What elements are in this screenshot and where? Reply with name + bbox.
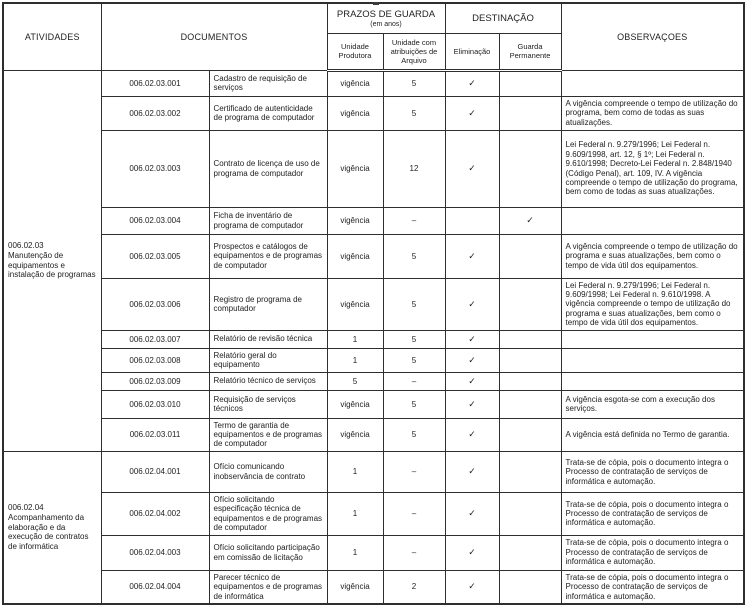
observacoes-cell: A vigência está definida no Termo de garantia.: [561, 418, 744, 451]
table-row: [3, 390, 744, 418]
doc-name-cell: Parecer técnico de equipamentos e de programas de informática: [209, 570, 327, 604]
observacoes-cell: Trata-se de cópia, pois o documento integra o Processo de contratação de serviços de informática e automação.: [561, 451, 744, 492]
doc-code-cell: 006.02.04.002: [101, 492, 209, 535]
guarda-permanente-cell: [499, 570, 561, 604]
prazo-produtora-cell: 1: [327, 330, 383, 348]
doc-name-cell: Relatório técnico de serviços: [209, 372, 327, 390]
table-row: [3, 492, 744, 535]
prazo-arquivo-cell: 2: [383, 570, 445, 604]
table-row: [3, 570, 744, 604]
table-row: [3, 278, 744, 330]
prazo-produtora-cell: vigência: [327, 130, 383, 207]
guarda-permanente-cell: ✓: [499, 207, 561, 234]
activity-cell: [3, 70, 101, 451]
eliminacao-cell: [445, 207, 499, 234]
observacoes-cell: [561, 348, 744, 372]
guarda-permanente-cell: [499, 492, 561, 535]
eliminacao-cell: ✓: [445, 535, 499, 570]
prazo-produtora-cell: vigência: [327, 570, 383, 604]
col-header-unidade-produtora: Unidade Produtora: [327, 33, 383, 70]
doc-code-cell: 006.02.03.010: [101, 390, 209, 418]
activity-label: Manutenção de equipamentos e instalação de programas: [8, 250, 96, 280]
observacoes-cell: [561, 70, 744, 96]
prazo-arquivo-cell: –: [383, 207, 445, 234]
prazo-produtora-cell: vigência: [327, 278, 383, 330]
guarda-permanente-cell: [499, 130, 561, 207]
doc-code-cell: 006.02.04.001: [101, 451, 209, 492]
prazo-arquivo-cell: 5: [383, 70, 445, 96]
prazo-arquivo-cell: –: [383, 492, 445, 535]
prazo-arquivo-cell: 5: [383, 418, 445, 451]
doc-code-cell: 006.02.03.002: [101, 96, 209, 130]
doc-name-cell: Certificado de autenticidade de programa de computador: [209, 96, 327, 130]
guarda-permanente-cell: [499, 96, 561, 130]
doc-name-cell: Ofício solicitando participação em comissão de licitação: [209, 535, 327, 570]
prazo-arquivo-cell: 5: [383, 278, 445, 330]
prazo-arquivo-cell: –: [383, 451, 445, 492]
table-row: [3, 372, 744, 390]
guarda-permanente-cell: [499, 330, 561, 348]
activity-label: Acompanhamento da elaboração e da execução de contratos de informática: [8, 512, 89, 552]
temporality-table: [2, 2, 745, 605]
doc-code-cell: 006.02.04.003: [101, 535, 209, 570]
prazo-arquivo-cell: –: [383, 535, 445, 570]
prazo-arquivo-cell: 5: [383, 390, 445, 418]
doc-name-cell: Prospectos e catálogos de equipamentos e de programas de computador: [209, 234, 327, 278]
observacoes-cell: [561, 207, 744, 234]
col-header-documentos: DOCUMENTOS: [101, 3, 327, 70]
eliminacao-cell: ✓: [445, 130, 499, 207]
eliminacao-cell: ✓: [445, 418, 499, 451]
prazo-produtora-cell: 1: [327, 535, 383, 570]
doc-name-cell: Ofício solicitando especificação técnica de equipamentos e de programas de computador: [209, 492, 327, 535]
doc-name-cell: Relatório geral do equipamento: [209, 348, 327, 372]
table-row: [3, 96, 744, 130]
eliminacao-cell: ✓: [445, 570, 499, 604]
col-header-guarda-permanente: Guarda Permanente: [499, 33, 561, 70]
doc-code-cell: 006.02.03.005: [101, 234, 209, 278]
activity-cell: [3, 451, 101, 604]
table-row: [3, 451, 744, 492]
doc-name-cell: Relatório de revisão técnica: [209, 330, 327, 348]
prazo-arquivo-cell: 5: [383, 348, 445, 372]
table-row: [3, 70, 744, 96]
prazos-title: PRAZOS DE GUARDA: [336, 8, 436, 20]
doc-name-cell: Contrato de licença de uso de programa de computador: [209, 130, 327, 207]
table-row: [3, 418, 744, 451]
eliminacao-cell: ✓: [445, 278, 499, 330]
eliminacao-cell: ✓: [445, 330, 499, 348]
eliminacao-cell: ✓: [445, 348, 499, 372]
table-row: [3, 348, 744, 372]
scan-artifact-mark: [373, 2, 379, 5]
observacoes-cell: Trata-se de cópia, pois o documento integra o Processo de contratação de serviços de informática e automação.: [561, 492, 744, 535]
prazo-produtora-cell: 1: [327, 451, 383, 492]
table-row: [3, 234, 744, 278]
doc-code-cell: 006.02.03.011: [101, 418, 209, 451]
guarda-permanente-cell: [499, 535, 561, 570]
eliminacao-cell: ✓: [445, 451, 499, 492]
prazo-arquivo-cell: 5: [383, 96, 445, 130]
doc-name-cell: Registro de programa de computador: [209, 278, 327, 330]
activity-code: 006.02.03: [8, 241, 44, 251]
guarda-permanente-cell: [499, 348, 561, 372]
doc-code-cell: 006.02.03.003: [101, 130, 209, 207]
prazo-produtora-cell: vigência: [327, 418, 383, 451]
prazo-produtora-cell: vigência: [327, 207, 383, 234]
col-header-unidade-arquivo: Unidade com atribuições de Arquivo: [383, 33, 445, 70]
eliminacao-cell: ✓: [445, 390, 499, 418]
doc-code-cell: 006.02.03.001: [101, 70, 209, 96]
prazo-produtora-cell: 1: [327, 348, 383, 372]
doc-name-cell: Ficha de inventário de programa de computador: [209, 207, 327, 234]
prazo-produtora-cell: vigência: [327, 70, 383, 96]
activity-code: 006.02.04: [8, 503, 44, 513]
doc-name-cell: Termo de garantia de equipamentos e de programas de computador: [209, 418, 327, 451]
prazo-produtora-cell: vigência: [327, 234, 383, 278]
eliminacao-cell: ✓: [445, 96, 499, 130]
observacoes-cell: A vigência compreende o tempo de utilização do programa, bem como de todas as suas atualizações.: [561, 96, 744, 130]
doc-code-cell: 006.02.03.007: [101, 330, 209, 348]
guarda-permanente-cell: [499, 372, 561, 390]
eliminacao-cell: ✓: [445, 70, 499, 96]
col-header-destinacao: DESTINAÇÃO: [445, 3, 561, 33]
observacoes-cell: A vigência esgota-se com a execução dos serviços.: [561, 390, 744, 418]
observacoes-cell: Trata-se de cópia, pois o documento integra o Processo de contratação de serviços de informática e automação.: [561, 570, 744, 604]
prazo-produtora-cell: vigência: [327, 390, 383, 418]
guarda-permanente-cell: [499, 390, 561, 418]
prazo-produtora-cell: 5: [327, 372, 383, 390]
prazo-produtora-cell: vigência: [327, 96, 383, 130]
doc-name-cell: Cadastro de requisição de serviços: [209, 70, 327, 96]
observacoes-cell: [561, 372, 744, 390]
observacoes-cell: Lei Federal n. 9.279/1996; Lei Federal n. 9.609/1998; Lei Federal n. 9.610/1998. A vigência compreende o tempo de utilização do programa e suas atualizações, bem como o tempo de vida útil dos equipamentos.: [561, 278, 744, 330]
observacoes-cell: Trata-se de cópia, pois o documento integra o Processo de contratação de serviços de informática e automação.: [561, 535, 744, 570]
guarda-permanente-cell: [499, 451, 561, 492]
eliminacao-cell: ✓: [445, 492, 499, 535]
guarda-permanente-cell: [499, 234, 561, 278]
prazo-arquivo-cell: 12: [383, 130, 445, 207]
doc-code-cell: 006.02.04.004: [101, 570, 209, 604]
observacoes-cell: Lei Federal n. 9.279/1996; Lei Federal n. 9.609/1998, art. 12, § 1º; Lei Federal n. 9.610/1998; Decreto-Lei Federal n. 2.848/1940 (Código Penal), art. 109, IV. A vigência compreende o tempo de utilização do programa, bem como de todas as suas atualizações.: [561, 130, 744, 207]
col-header-atividades: ATIVIDADES: [3, 3, 101, 70]
observacoes-cell: A vigência compreende o tempo de utilização do programa e suas atualizações, bem como o tempo de vida útil dos equipamentos.: [561, 234, 744, 278]
table-row: [3, 207, 744, 234]
guarda-permanente-cell: [499, 70, 561, 96]
doc-code-cell: 006.02.03.009: [101, 372, 209, 390]
prazo-arquivo-cell: –: [383, 372, 445, 390]
table-row: [3, 535, 744, 570]
col-header-eliminacao: Eliminação: [445, 33, 499, 70]
guarda-permanente-cell: [499, 278, 561, 330]
doc-code-cell: 006.02.03.006: [101, 278, 209, 330]
doc-code-cell: 006.02.03.008: [101, 348, 209, 372]
doc-name-cell: Ofício comunicando inobservância de contrato: [209, 451, 327, 492]
prazo-produtora-cell: 1: [327, 492, 383, 535]
col-header-observacoes: OBSERVAÇOES: [561, 3, 744, 70]
observacoes-cell: [561, 330, 744, 348]
eliminacao-cell: ✓: [445, 372, 499, 390]
doc-name-cell: Requisição de serviços técnicos: [209, 390, 327, 418]
doc-code-cell: 006.02.03.004: [101, 207, 209, 234]
prazos-unit-label: (em anos): [370, 20, 402, 28]
col-header-prazos-de-guarda: [327, 3, 445, 33]
eliminacao-cell: ✓: [445, 234, 499, 278]
table-row: [3, 330, 744, 348]
table-row: [3, 130, 744, 207]
prazo-arquivo-cell: 5: [383, 330, 445, 348]
prazo-arquivo-cell: 5: [383, 234, 445, 278]
guarda-permanente-cell: [499, 418, 561, 451]
